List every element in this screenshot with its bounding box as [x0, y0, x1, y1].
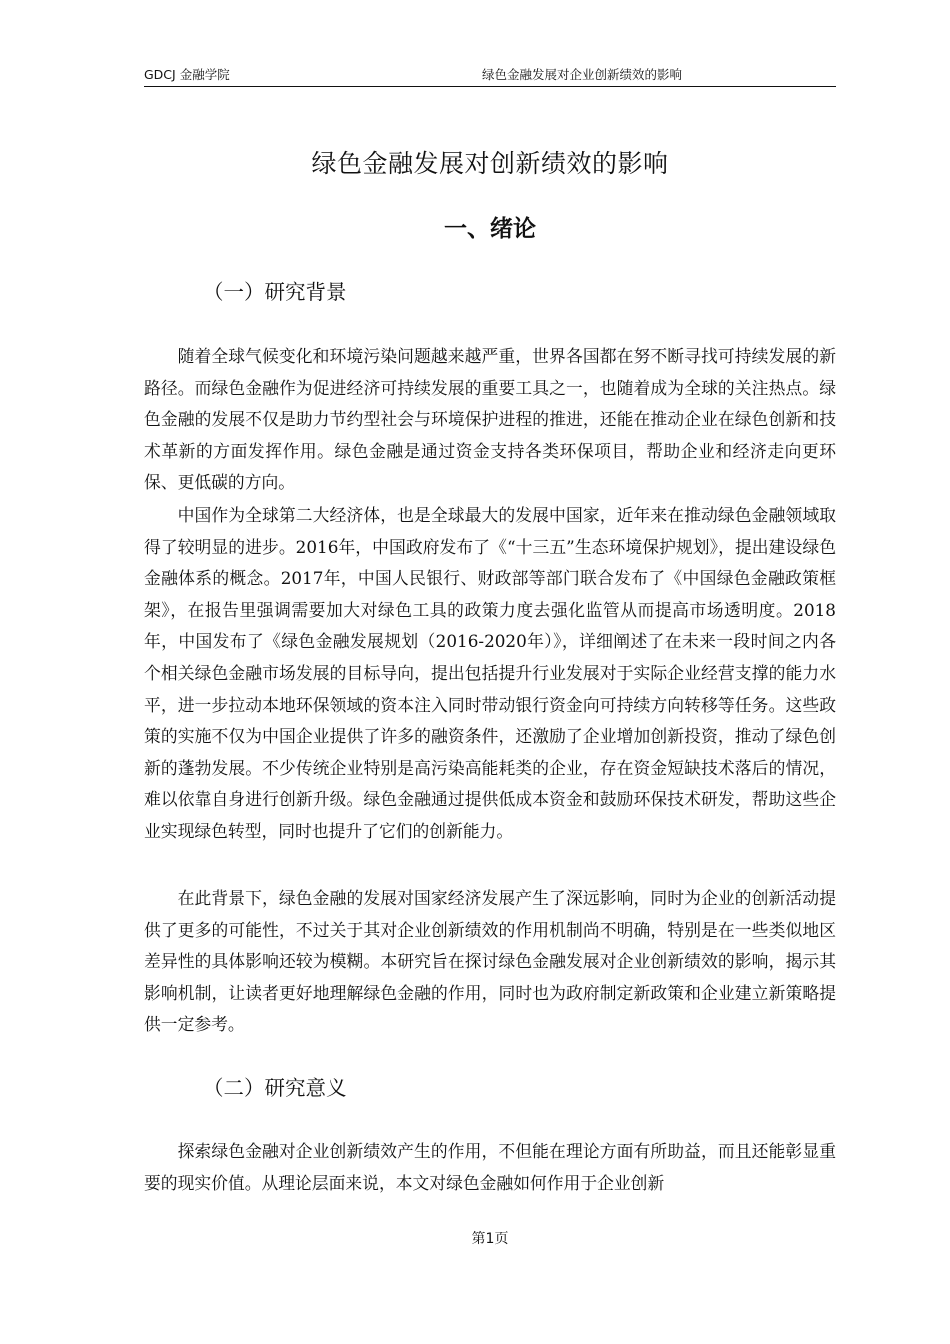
page-header [144, 66, 836, 87]
page-number: 第1页 [471, 1231, 509, 1247]
body-paragraph: 探索绿色金融对企业创新绩效产生的作用，不但能在理论方面有所助益，而且还能彰显重要的现实价值。从理论层面来说，本文对绿色金融如何作用于企业创新 [144, 1141, 836, 1193]
header-running-title: 绿色金融发展对企业创新绩效的影响 [482, 67, 683, 82]
body-paragraph: 中国作为全球第二大经济体，也是全球最大的发展中国家，近年来在推动绿色金融领域取得了较明显的进步。2016年，中国政府发布了《“十三五”生态环境保护规划》，提出建设绿色金融体系的概念。2017年，中国人民银行、财政部等部门联合发布了《中国绿色金融政策框架》，在报告里强调需要加大对绿色工具的政策力度去强化监管从而提高市场透明度。2018年，中国发布了《绿色金融发展规划（2016-2020年）》，详细阐述了在未来一段时间之内各个相关绿色金融市场发展的目标导向，提出包括提升行业发展对于实际企业经营支撑的能力水平，进一步拉动本地环保领域的资本注入同时带动银行资金向可持续方向转移等任务。这些政策的实施不仅为中国企业提供了许多的融资条件，还激励了企业增加创新投资，推动了绿色创新的蓬勃发展。不少传统企业特别是高污染高能耗类的企业，存在资金短缺技术落后的情况，难以依靠自身进行创新升级。绿色金融通过提供低成本资金和鼓励环保技术研发，帮助这些企业实现绿色转型，同时也提升了它们的创新能力。 [144, 505, 836, 841]
body-paragraph: 随着全球气候变化和环境污染问题越来越严重，世界各国都在努不断寻找可持续发展的新路径。而绿色金融作为促进经济可持续发展的重要工具之一，也随着成为全球的关注热点。绿色金融的发展不仅是助力节约型社会与环境保护进程的推进，还能在推动企业在绿色创新和技术革新的方面发挥作用。绿色金融是通过资金支持各类环保项目，帮助企业和经济走向更环保、更低碳的方向。 [144, 346, 836, 493]
document-title: 绿色金融发展对创新绩效的影响 [311, 149, 669, 178]
header-institution: GDCJ 金融学院 [144, 67, 230, 82]
chapter-heading: 一、绪论 [444, 216, 536, 242]
section-heading-background: （一）研究背景 [203, 280, 347, 304]
body-paragraph: 在此背景下，绿色金融的发展对国家经济发展产生了深远影响，同时为企业的创新活动提供了更多的可能性，不过关于其对企业创新绩效的作用机制尚不明确，特别是在一些类似地区差异性的具体影响还较为模糊。本研究旨在探讨绿色金融发展对企业创新绩效的影响，揭示其影响机制，让读者更好地理解绿色金融的作用，同时也为政府制定新政策和企业建立新策略提供一定参考。 [144, 888, 836, 1035]
section-heading-significance: （二）研究意义 [203, 1076, 347, 1100]
